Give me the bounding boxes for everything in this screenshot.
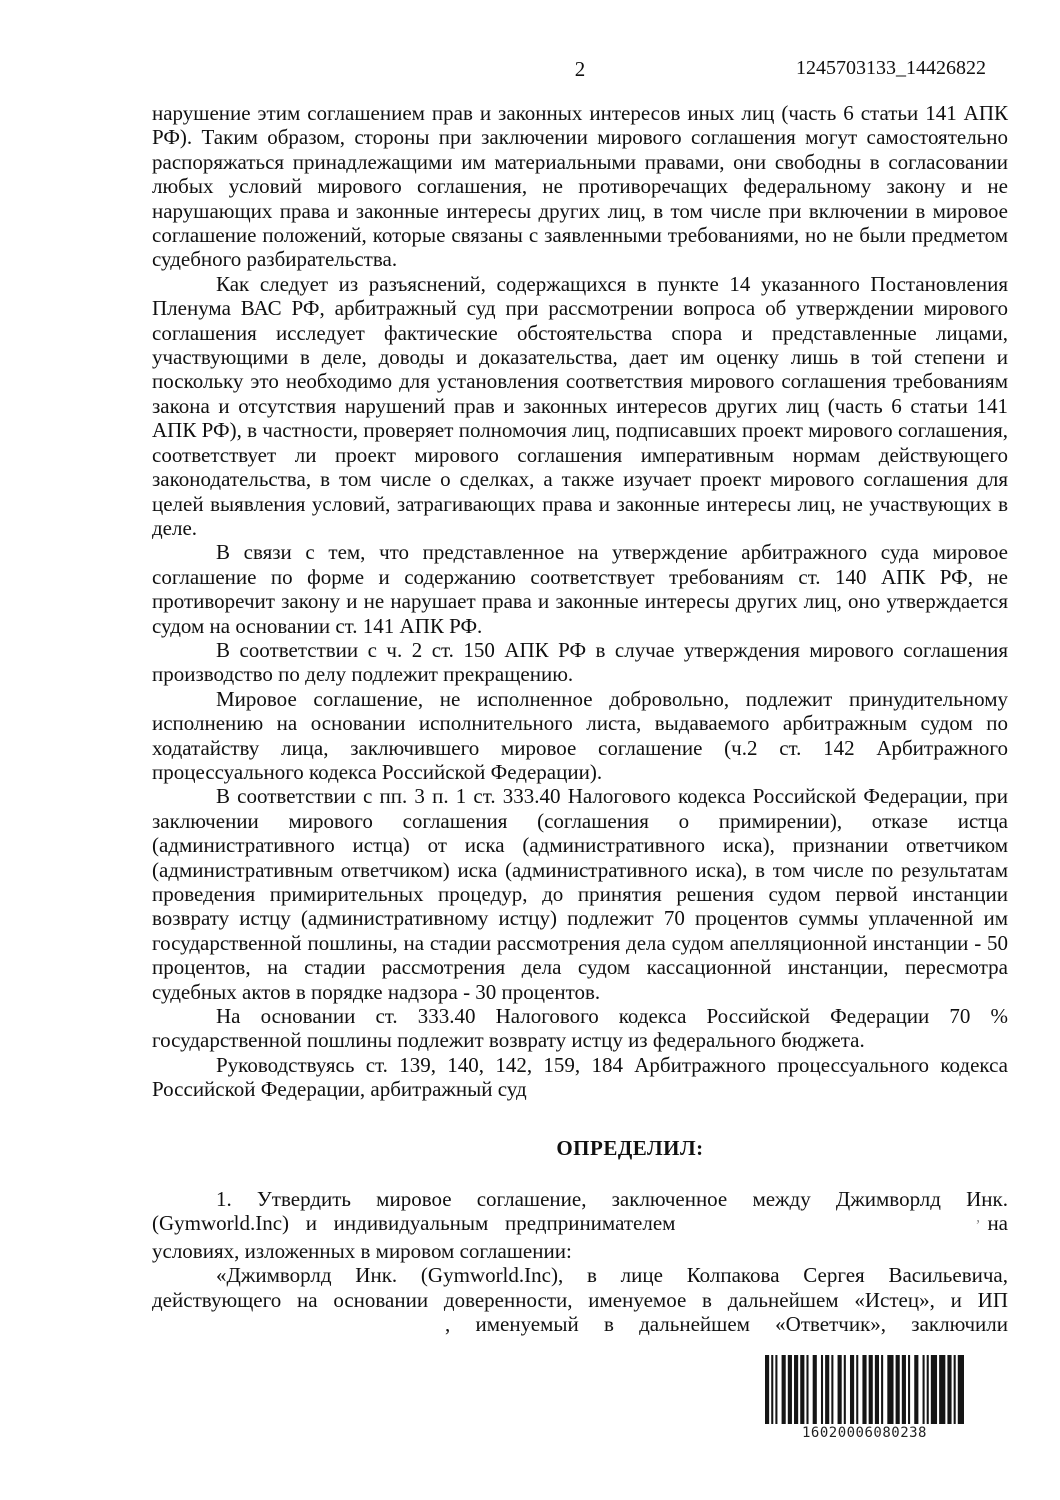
page-number: 2: [574, 57, 586, 81]
paragraph-6: В соответствии с пп. 3 п. 1 ст. 333.40 Налогового кодекса Российской Федерации, при заключении мирового соглашения (соглашения о примирении), отказе истца (административного истца) от иска (административного иска), признании ответчиком (административным ответчиком) иска (административного иска), в том числе по результатам проведения примирительных процедур, до принятия решения судом первой инстанции возврату истцу (административному истцу) подлежит 70 процентов суммы уплаченной им государственной пошлины, на стадии рассмотрения дела судом апелляционной инстанции - 50 процентов, на стадии рассмотрения дела судом кассационной инстанции, пересмотра судебных актов в порядке надзора - 30 процентов.: [152, 784, 1008, 1004]
paragraph-5: Мировое соглашение, не исполненное добровольно, подлежит принудительному исполнению на основании исполнительного листа, выдаваемого арбитражным судом по ходатайству лица, заключившего мировое соглашение (ч.2 ст. 142 Арбитражного процессуального кодекса Российской Федерации).: [152, 686, 1008, 784]
redacted-name-gap: [675, 1229, 975, 1230]
redaction-mark: ʼ: [975, 1218, 981, 1235]
ruling-item-2-line-3-text: , именуемый в дальнейшем «Ответчик», заключили: [445, 1312, 1008, 1337]
ruling-item-1-line-2-text: (Gymworld.Inc) и индивидуальным предпринимателем: [152, 1211, 676, 1236]
ruling-item-2-line-1: «Джимворлд Инк. (Gymworld.Inc), в лице Колпакова Сергея Васильевича,: [216, 1263, 1008, 1288]
barcode-bars: [765, 1355, 964, 1424]
document-id: 1245703133_14426822: [796, 57, 986, 79]
paragraph-2: Как следует из разъяснений, содержащихся в пункте 14 указанного Постановления Пленума ВАС РФ, арбитражный суд при рассмотрении вопроса об утверждении мирового соглашения исследует фактические обстоятельства спора и представленные лицами, участвующими в деле, доводы и доказательства, дает им оценку лишь в той степени и поскольку это необходимо для установления соответствия мирового соглашения требованиям закона и отсутствия нарушений прав и законных интересов других лиц (часть 6 статьи 141 АПК РФ), в частности, проверяет полномочия лиц, подписавших проект мирового соглашения, соответствует ли проект мирового соглашения императивным нормам действующего законодательства, в том числе о сделках, а также изучает проект мирового соглашения для целей выявления условий, затрагивающих права и законные интересы лиц, не участвующих в деле.: [152, 271, 1008, 540]
ruling-item-1-line-3: условиях, изложенных в мировом соглашении:: [152, 1238, 572, 1263]
ruling-item-1-line-1: 1. Утвердить мировое соглашение, заключенное между Джимворлд Инк.: [216, 1187, 1008, 1212]
paragraph-4: В соответствии с ч. 2 ст. 150 АПК РФ в случае утверждения мирового соглашения производство по делу подлежит прекращению.: [152, 637, 1008, 687]
ruling-item-1-line-2: [152, 1211, 1008, 1238]
paragraph-7: На основании ст. 333.40 Налогового кодекса Российской Федерации 70 % государственной пошлины подлежит возврату истцу из федерального бюджета.: [152, 1004, 1008, 1053]
page-header: [152, 57, 1008, 83]
ruling-item-2-line-2: действующего на основании доверенности, именуемое в дальнейшем «Истец», и ИП: [152, 1287, 1008, 1312]
paragraph-1: нарушение этим соглашением прав и законных интересов иных лиц (часть 6 статьи 141 АПК РФ). Таким образом, стороны при заключении мирового соглашения могут самостоятельно распоряжаться принадлежащими им материальными правами, они свободны в согласовании любых условий мирового соглашения, не противоречащих федеральному закону и не нарушающих права и законные интересы других лиц, в том числе при включении в мировое соглашение положений, которые связаны с заявленными требованиями, но не были предметом судебного разбирательства.: [152, 101, 1008, 272]
ruling-item-1-line-2-tail: на: [987, 1211, 1008, 1236]
ruling-item-2-line-3: [152, 1312, 1008, 1336]
barcode-value: 16020006080238: [801, 1425, 927, 1441]
document-body: [152, 101, 1008, 1337]
redacted-name-gap-2: [152, 1330, 445, 1331]
ruling-heading: ОПРЕДЕЛИЛ:: [556, 1135, 704, 1160]
paragraph-8: Руководствуясь ст. 139, 140, 142, 159, 184 Арбитражного процессуального кодекса Российской Федерации, арбитражный суд: [152, 1052, 1008, 1102]
paragraph-3: В связи с тем, что представленное на утверждение арбитражного суда мировое соглашение по форме и содержанию соответствует требованиям ст. 140 АПК РФ, не противоречит закону и не нарушает права и законные интересы других лиц, оно утверждается судом на основании ст. 141 АПК РФ.: [152, 540, 1008, 638]
barcode: [765, 1355, 964, 1441]
